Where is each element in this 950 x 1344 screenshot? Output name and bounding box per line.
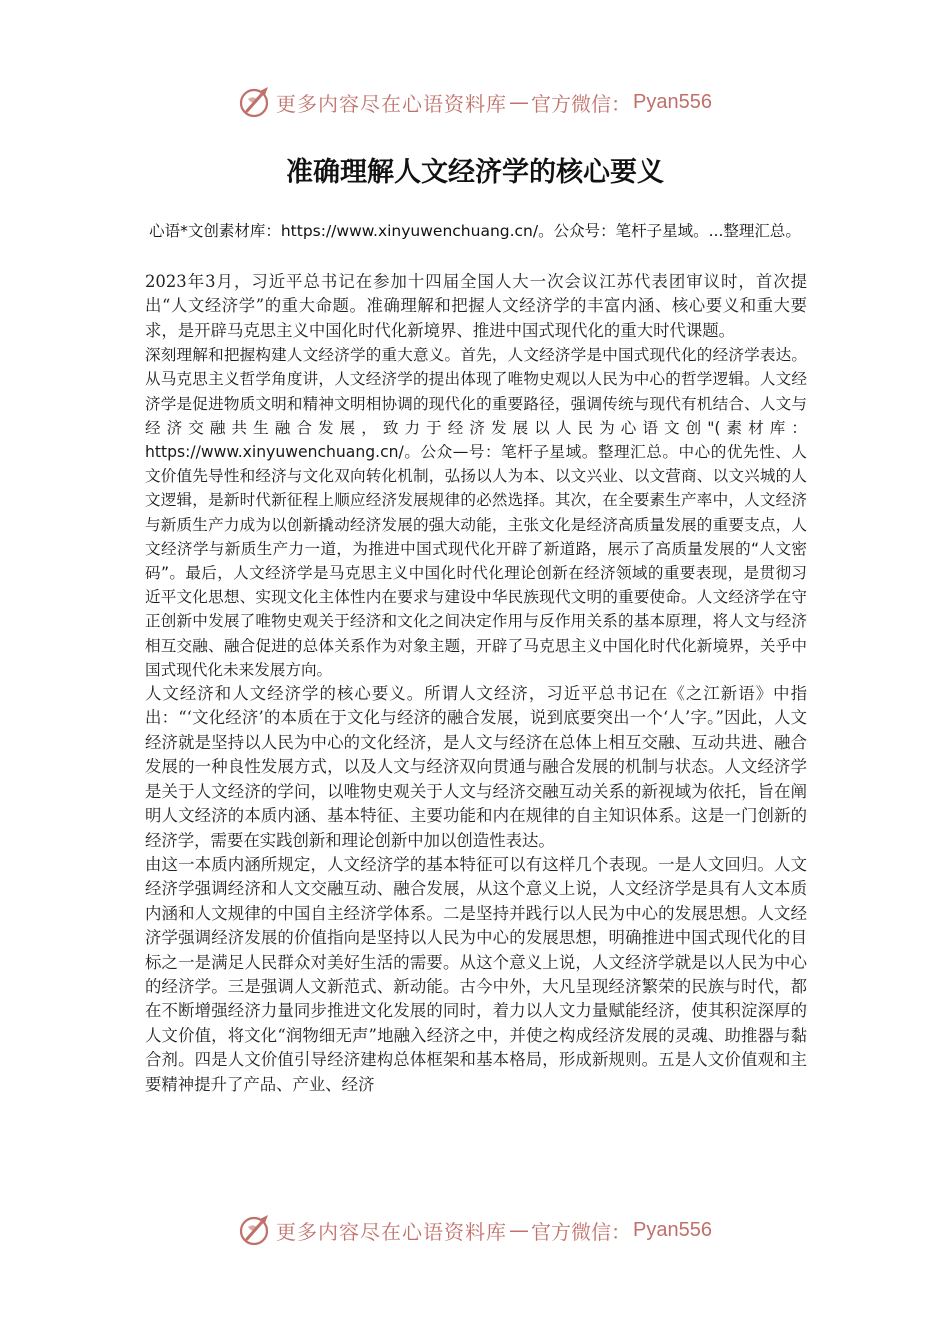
paragraph-1: 2023年3月，习近平总书记在参加十四届全国人大一次会议江苏代表团审议时，首次提出“人文经济学”的重大命题。准确理解和把握人文经济学的丰富内涵、核心要义和重大要求，是开辟马克思主义中国化时代化新境界、推进中国式现代化的重大时代课题。 — [145, 272, 807, 340]
paragraph-2: 深刻理解和把握构建人文经济学的重大意义。首先，人文经济学是中国式现代化的经济学表达。从马克思主义哲学角度讲，人文经济学的提出体现了唯物史观以人民为中心的哲学逻辑。人文经济学是促进物质文明和精神文明相协调的现代化的重要路径，强调传统与现代有机结合、人文与经济交融共生融合发展，致力于经济发展以人民为心语文创"(素材库：https://www.xinyuwenchuang.cn/。公众—号：笔杆子星域。整理汇总。中心的优先性、人文价值先导性和经济与文化双向转化机制，弘扬以人为本、以文兴业、以文营商、以文兴城的人文逻辑，是新时代新征程上顺应经济发展规律的必然选择。其次，在全要素生产率中，人文经济与新质生产力成为以创新撬动经济发展的强大动能，主张文化是经济高质量发展的重要支点，人文经济学与新质生产力一道，为推进中国式现代化开辟了新道路，展示了高质量发展的“人文密码”。最后，人文经济学是马克思主义中国化时代化理论创新在经济领域的重要表现，是贯彻习近平文化思想、实现文化主体性内在要求与建设中华民族现代文明的重要使命。人文经济学在守正创新中发展了唯物史观关于经济和文化之间决定作用与反作用关系的基本原理，将人文与经济相互交融、融合促进的总体关系作为对象主题，开辟了马克思主义中国化时代化新境界，关乎中国式现代化未来发展方向。 — [145, 346, 807, 679]
paragraph-3: 人文经济和人文经济学的核心要义。所谓人文经济，习近平总书记在《之江新语》中指出：“‘文化经济’的本质在于文化与经济的融合发展，说到底要突出一个‘人’字。”因此，人文经济就是坚持以人民为中心的文化经济，是人文与经济在总体上相互交融、互动共进、融合发展的一种良性发展方式，以及人文与经济双向贯通与融合发展的机制与状态。人文经济学是关于人文经济的学问，以唯物史观关于人文与经济交融互动关系的新视域为依托，旨在阐明人文经济的本质内涵、基本特征、主要功能和内在规律的自主知识体系。这是一门创新的经济学，需要在实践创新和理论创新中加以创造性表达。 — [145, 684, 807, 850]
banner-text: 更多内容尽在心语资料库 — [276, 91, 508, 116]
banner-wechat-label: 官方微信： — [531, 91, 632, 116]
document-subtitle: 心语*文创素材库：https://www.xinyuwenchuang.cn/。公众号：笔杆子星域。...整理汇总。 — [149, 222, 801, 240]
banner-wechat-label: 官方微信： — [531, 1219, 632, 1244]
banner-separator: — — [509, 1218, 530, 1242]
paragraph-4: 由这一本质内涵所规定，人文经济学的基本特征可以有这样几个表现。一是人文回归。人文经济学强调经济和人文交融互动、融合发展，从这个意义上说，人文经济学是具有人文本质内涵和人文规律的中国自主经济学体系。二是坚持并践行以人民为中心的发展思想。人文经济学强调经济发展的价值指向是坚持以人民为中心的发展思想，明确推进中国式现代化的目标之一是满足人民群众对美好生活的需要。从这个意义上说，人文经济学就是以人民为中心的经济学。三是强调人文新范式、新动能。古今中外，大凡呈现经济繁荣的民族与时代，都在不断增强经济力量同步推进文化发展的同时，着力以人文力量赋能经济，使其积淀深厚的人文价值，将文化“润物细无声”地融入经济之中，并使之构成经济发展的灵魂、助推器与黏合剂。四是人文价值引导经济建构总体框架和基本格局，形成新规则。五是人文价值观和主要精神提升了产品、产业、经济 — [145, 854, 807, 1094]
footer-watermark-banner — [0, 1210, 950, 1250]
document-title: 准确理解人文经济学的核心要义 — [286, 157, 664, 188]
banner-wechat-id: Pyan556 — [633, 90, 712, 113]
banner-wechat-id: Pyan556 — [633, 1218, 712, 1241]
document-body — [145, 270, 807, 1097]
brush-logo-icon — [238, 1213, 272, 1247]
header-watermark-banner — [0, 82, 950, 122]
banner-text: 更多内容尽在心语资料库 — [276, 1219, 508, 1244]
brush-logo-icon — [238, 85, 272, 119]
banner-separator: — — [509, 90, 530, 114]
